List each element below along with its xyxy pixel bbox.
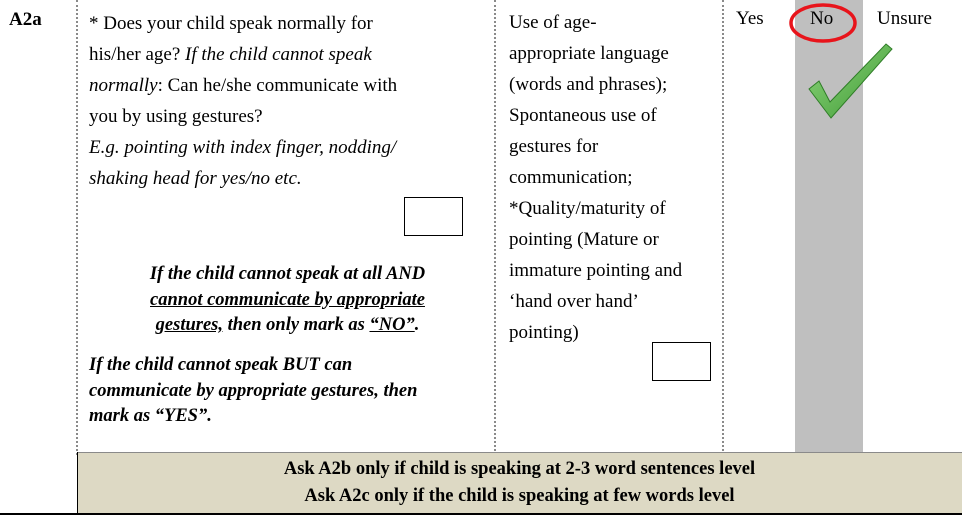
column-divider [76, 0, 78, 455]
criteria-line: pointing) [509, 322, 579, 343]
option-yes[interactable]: Yes [736, 8, 764, 29]
question-line: you by using gestures? [89, 106, 263, 127]
criteria-line: ‘hand over hand’ [509, 291, 639, 312]
criteria-answer-box[interactable] [652, 342, 711, 381]
criteria-line: gestures for [509, 136, 599, 157]
footer-instructions [77, 452, 962, 513]
criteria-line: (words and phrases); [509, 74, 668, 95]
criteria-line: pointing (Mature or [509, 229, 659, 250]
criteria-line: communication; [509, 167, 633, 188]
instruction-yes: If the child cannot speak BUT can communicate by appropriate gestures, then mark as “YES”. [89, 355, 418, 426]
divider [77, 452, 78, 514]
criteria-line: immature pointing and [509, 260, 683, 281]
question-example: E.g. pointing with index finger, nodding/ [89, 137, 397, 158]
question-example: shaking head for yes/no etc. [89, 168, 302, 189]
question-text [89, 8, 484, 194]
footer-line: Ask A2c only if the child is speaking at few words level [304, 486, 735, 506]
divider [0, 513, 962, 515]
check-mark-icon [806, 40, 896, 122]
criteria-line: appropriate language [509, 43, 669, 64]
question-line: normally: Can he/she communicate with [89, 75, 398, 96]
criteria-text [509, 7, 724, 348]
question-line: * Does your child speak normally for [89, 13, 373, 34]
instruction-no: If the child cannot speak at all AND cannot communicate by appropriate gestures, then only mark as “NO”. [149, 264, 426, 335]
option-no[interactable]: No [810, 8, 834, 29]
criteria-line: *Quality/maturity of [509, 198, 666, 219]
footer-line: Ask A2b only if child is speaking at 2-3 word sentences level [283, 459, 756, 479]
question-line: his/her age? If the child cannot speak [89, 44, 372, 65]
column-divider [494, 0, 496, 455]
answer-box[interactable] [404, 197, 463, 236]
criteria-line: Spontaneous use of [509, 105, 657, 126]
criteria-line: Use of age- [509, 12, 597, 33]
option-unsure[interactable]: Unsure [877, 8, 932, 29]
question-id: A2a [9, 9, 42, 30]
